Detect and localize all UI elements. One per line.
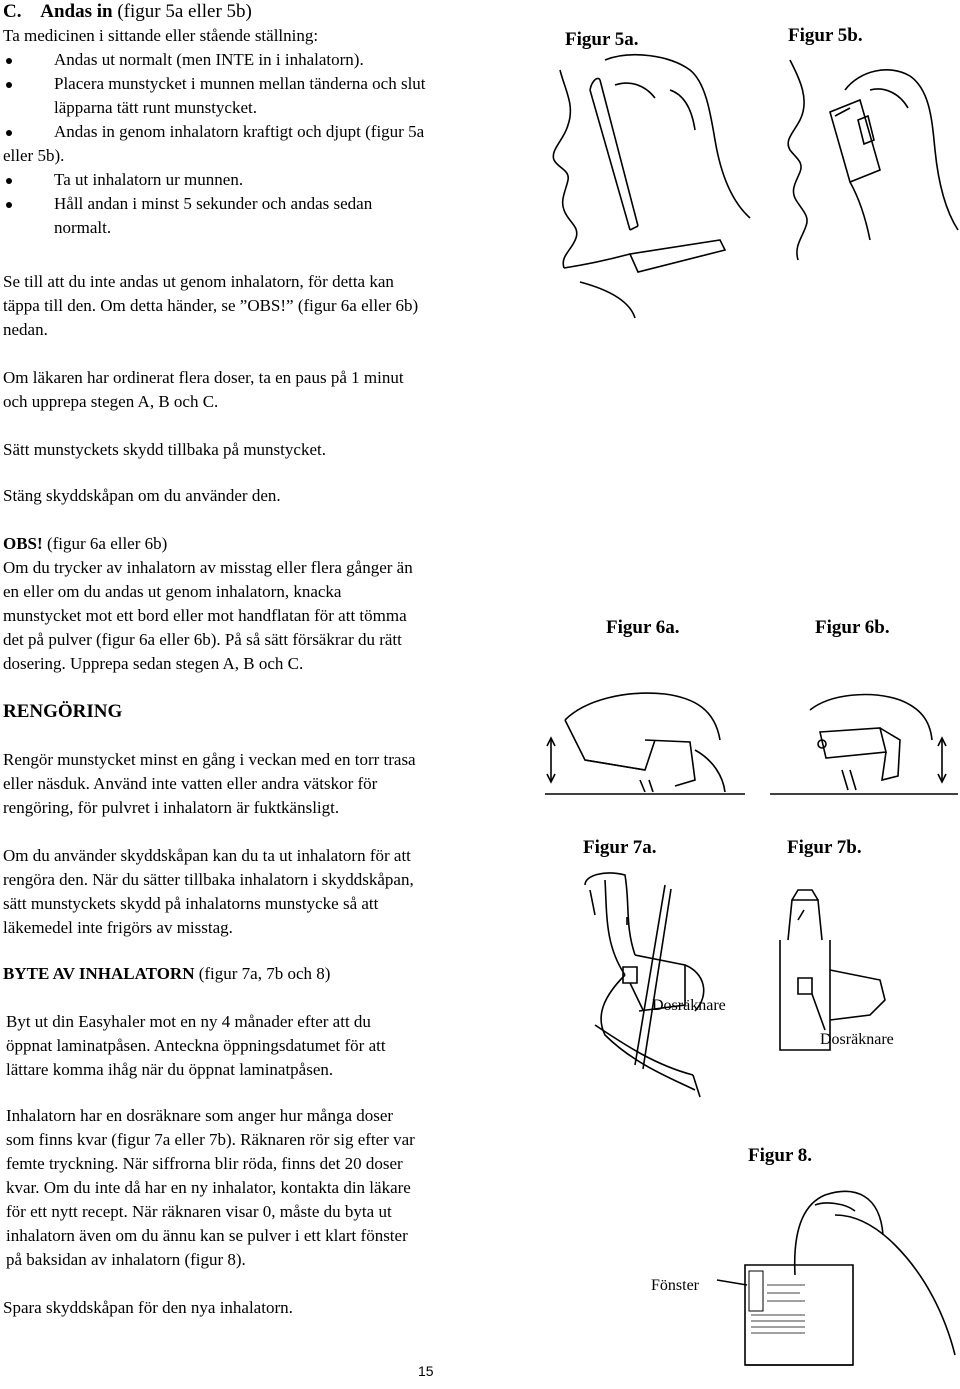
figure-8-illustration <box>705 1175 960 1385</box>
byte-p2-line5: för ett nytt recept. När räknaren visar 0, måste du byta ut <box>6 1202 392 1221</box>
figure-5a-label: Figur 5a. <box>565 29 639 50</box>
fonster-label: Fönster <box>651 1277 699 1294</box>
byte-p1-line3: lättare komma ihåg när du öppnat laminatpåsen. <box>6 1060 334 1079</box>
obs-line5: dosering. Upprepa sedan stegen A, B och C. <box>3 654 304 673</box>
figure-7b-illustration <box>770 880 910 1060</box>
bullet-3-cont: eller 5b). <box>3 146 65 165</box>
section-c-heading <box>3 0 252 24</box>
para2-line1: Om läkaren har ordinerat flera doser, ta en paus på 1 minut <box>3 368 404 387</box>
section-c-title: Andas in <box>40 1 113 22</box>
bullet-4: Ta ut inhalatorn ur munnen. <box>54 170 244 189</box>
byte-p3: Spara skyddskåpan för den nya inhalatorn. <box>3 1298 293 1317</box>
bullet-dot <box>6 178 12 184</box>
bullet-5: Håll andan i minst 5 sekunder och andas sedan <box>54 194 373 213</box>
obs-line2: en eller om du andas ut genom inhalatorn, knacka <box>3 582 342 601</box>
reng-p1-line2: eller näsduk. Använd inte vatten eller andra vätskor för <box>3 774 378 793</box>
obs-line4: det på pulver (figur 6a eller 6b). På så sätt försäkrar du rätt <box>3 630 402 649</box>
byte-heading-rest: (figur 7a, 7b och 8) <box>194 964 331 983</box>
reng-p2-line4: läkemedel inte frigörs av misstag. <box>3 918 233 937</box>
figure-7a-label: Figur 7a. <box>583 837 657 858</box>
obs-line1: Om du trycker av inhalatorn av misstag eller flera gånger än <box>3 558 413 577</box>
dosraknare-label-b: Dosräknare <box>820 1031 894 1048</box>
byte-p1-line1: Byt ut din Easyhaler mot en ny 4 månader efter att du <box>6 1012 371 1031</box>
byte-p2-line3: femte tryckning. När siffrorna blir röda, finns det 20 doser <box>6 1154 403 1173</box>
reng-p1-line3: rengöring, för pulvret i inhalatorn är fuktkänsligt. <box>3 798 340 817</box>
para2-line2: och upprepa stegen A, B och C. <box>3 392 219 411</box>
byte-heading <box>3 962 330 986</box>
figure-6a-label: Figur 6a. <box>606 617 680 638</box>
figure-7a-illustration <box>575 865 755 1105</box>
para1-line3: nedan. <box>3 320 48 339</box>
rengoring-heading: RENGÖRING <box>3 701 123 722</box>
dosraknare-label-a: Dosräknare <box>652 997 726 1014</box>
reng-p2-line1: Om du använder skyddskåpan kan du ta ut inhalatorn för att <box>3 846 411 865</box>
figure-8-label: Figur 8. <box>748 1145 813 1166</box>
para1-line2: täppa till den. Om detta händer, se ”OBS!” (figur 6a eller 6b) <box>3 296 419 315</box>
byte-p2-line1: Inhalatorn har en dosräknare som anger hur många doser <box>6 1106 394 1125</box>
byte-p2-line4: kvar. Om du inte då har en ny inhalator, kontakta din läkare <box>6 1178 411 1197</box>
para4: Stäng skyddskåpan om du använder den. <box>3 486 281 505</box>
obs-first-rest: (figur 6a eller 6b) <box>42 534 168 553</box>
byte-p2-line2: som finns kvar (figur 7a eller 7b). Räknaren rör sig efter var <box>6 1130 415 1149</box>
figure-5b-illustration <box>770 50 960 270</box>
bullet-dot <box>6 130 12 136</box>
figure-5b-label: Figur 5b. <box>788 25 863 46</box>
bullet-dot <box>6 58 12 64</box>
bullet-5-cont: normalt. <box>54 218 112 237</box>
byte-heading-bold: BYTE AV INHALATORN <box>3 964 195 983</box>
byte-p1-line2: öppnat laminatpåsen. Anteckna öppningsdatumet för att <box>6 1036 386 1055</box>
para3: Sätt munstyckets skydd tillbaka på munstycket. <box>3 440 326 459</box>
bullet-dot <box>6 82 12 88</box>
obs-first-line <box>3 532 167 556</box>
bullet-3: Andas in genom inhalatorn kraftigt och djupt (figur 5a <box>54 122 425 141</box>
reng-p2-line3: sätt munstyckets skydd på inhalatorns munstycke så att <box>3 894 379 913</box>
bullet-dot <box>6 202 12 208</box>
para1-line1: Se till att du inte andas ut genom inhalatorn, för detta kan <box>3 272 394 291</box>
byte-p2-line6: inhalatorn även om du ännu kan se pulver i ett klart fönster <box>6 1226 408 1245</box>
reng-p1-line1: Rengör munstycket minst en gång i veckan med en torr trasa <box>3 750 416 769</box>
section-c-title-rest: (figur 5a eller 5b) <box>112 1 252 22</box>
section-c-intro: Ta medicinen i sittande eller stående ställning: <box>3 26 319 45</box>
byte-p2-line7: på baksidan av inhalatorn (figur 8). <box>6 1250 246 1269</box>
section-c-letter: C. <box>3 1 22 22</box>
bullet-1: Andas ut normalt (men INTE in i inhalatorn). <box>54 50 364 69</box>
figure-6a-illustration <box>545 680 745 810</box>
figure-6b-label: Figur 6b. <box>815 617 890 638</box>
bullet-2: Placera munstycket i munnen mellan tänderna och slut <box>54 74 426 93</box>
page-number: 15 <box>418 1363 434 1379</box>
obs-line3: munstycket mot ett bord eller mot handflatan för att tömma <box>3 606 407 625</box>
figure-5a-illustration <box>520 50 760 320</box>
figure-7b-label: Figur 7b. <box>787 837 862 858</box>
reng-p2-line2: rengöra den. När du sätter tillbaka inhalatorn i skyddskåpan, <box>3 870 414 889</box>
bullet-2-cont: läpparna tätt runt munstycket. <box>54 98 257 117</box>
obs-label: OBS! <box>3 534 43 553</box>
figure-6b-illustration <box>770 680 960 810</box>
